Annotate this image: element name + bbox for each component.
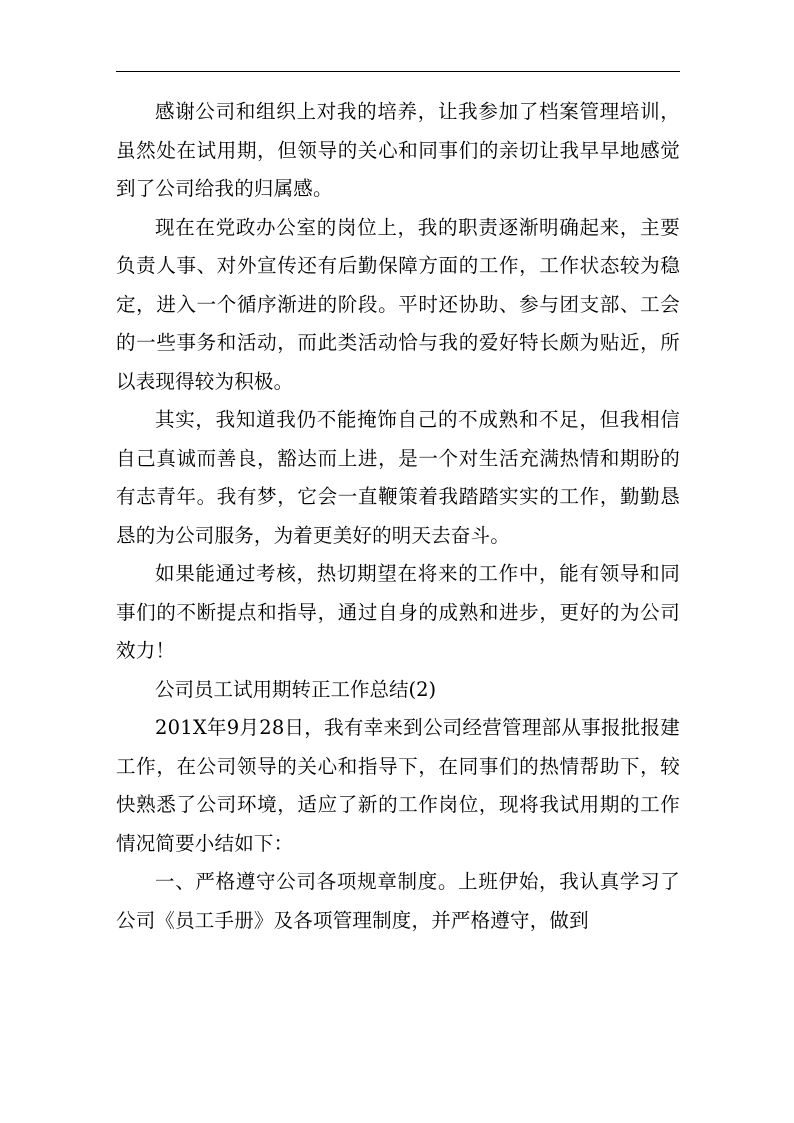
paragraph-rules: 一、严格遵守公司各项规章制度。上班伊始，我认真学习了公司《员工手册》及各项管理制度，并严格遵守，做到: [116, 870, 680, 932]
paragraph-gratitude: 感谢公司和组织上对我的培养，让我参加了档案管理培训，虽然处在试用期，但领导的关心和同事们的亲切让我早早地感觉到了公司给我的归属感。: [116, 100, 680, 200]
paragraph-expectation: 如果能通过考核，热切期望在将来的工作中，能有领导和同事们的不断提点和指导，通过自身的成熟和进步，更好的为公司效力！: [116, 562, 680, 662]
header-rule: [116, 71, 680, 72]
paragraph-self-reflection: 其实，我知道我仍不能掩饰自己的不成熟和不足，但我相信自己真诚而善良，豁达而上进，是一个对生活充满热情和期盼的有志青年。我有梦，它会一直鞭策着我踏踏实实的工作，勤勤恳恳的为公司服务，为着更美好的明天去奋斗。: [116, 408, 680, 547]
document-body: [116, 93, 680, 940]
paragraph-intro: 201X年9月28日，我有幸来到公司经营管理部从事报批报建工作，在公司领导的关心和指导下，在同事们的热情帮助下，较快熟悉了公司环境，适应了新的工作岗位，现将我试用期的工作情况简要小结如下：: [116, 716, 680, 855]
paragraph-current-role: 现在在党政办公室的岗位上，我的职责逐渐明确起来，主要负责人事、对外宣传还有后勤保障方面的工作，工作状态较为稳定，进入一个循序渐进的阶段。平时还协助、参与团支部、工会的一些事务和活动，而此类活动恰与我的爱好特长颇为贴近，所以表现得较为积极。: [116, 215, 680, 393]
section-title: 公司员工试用期转正工作总结(2): [155, 677, 437, 701]
